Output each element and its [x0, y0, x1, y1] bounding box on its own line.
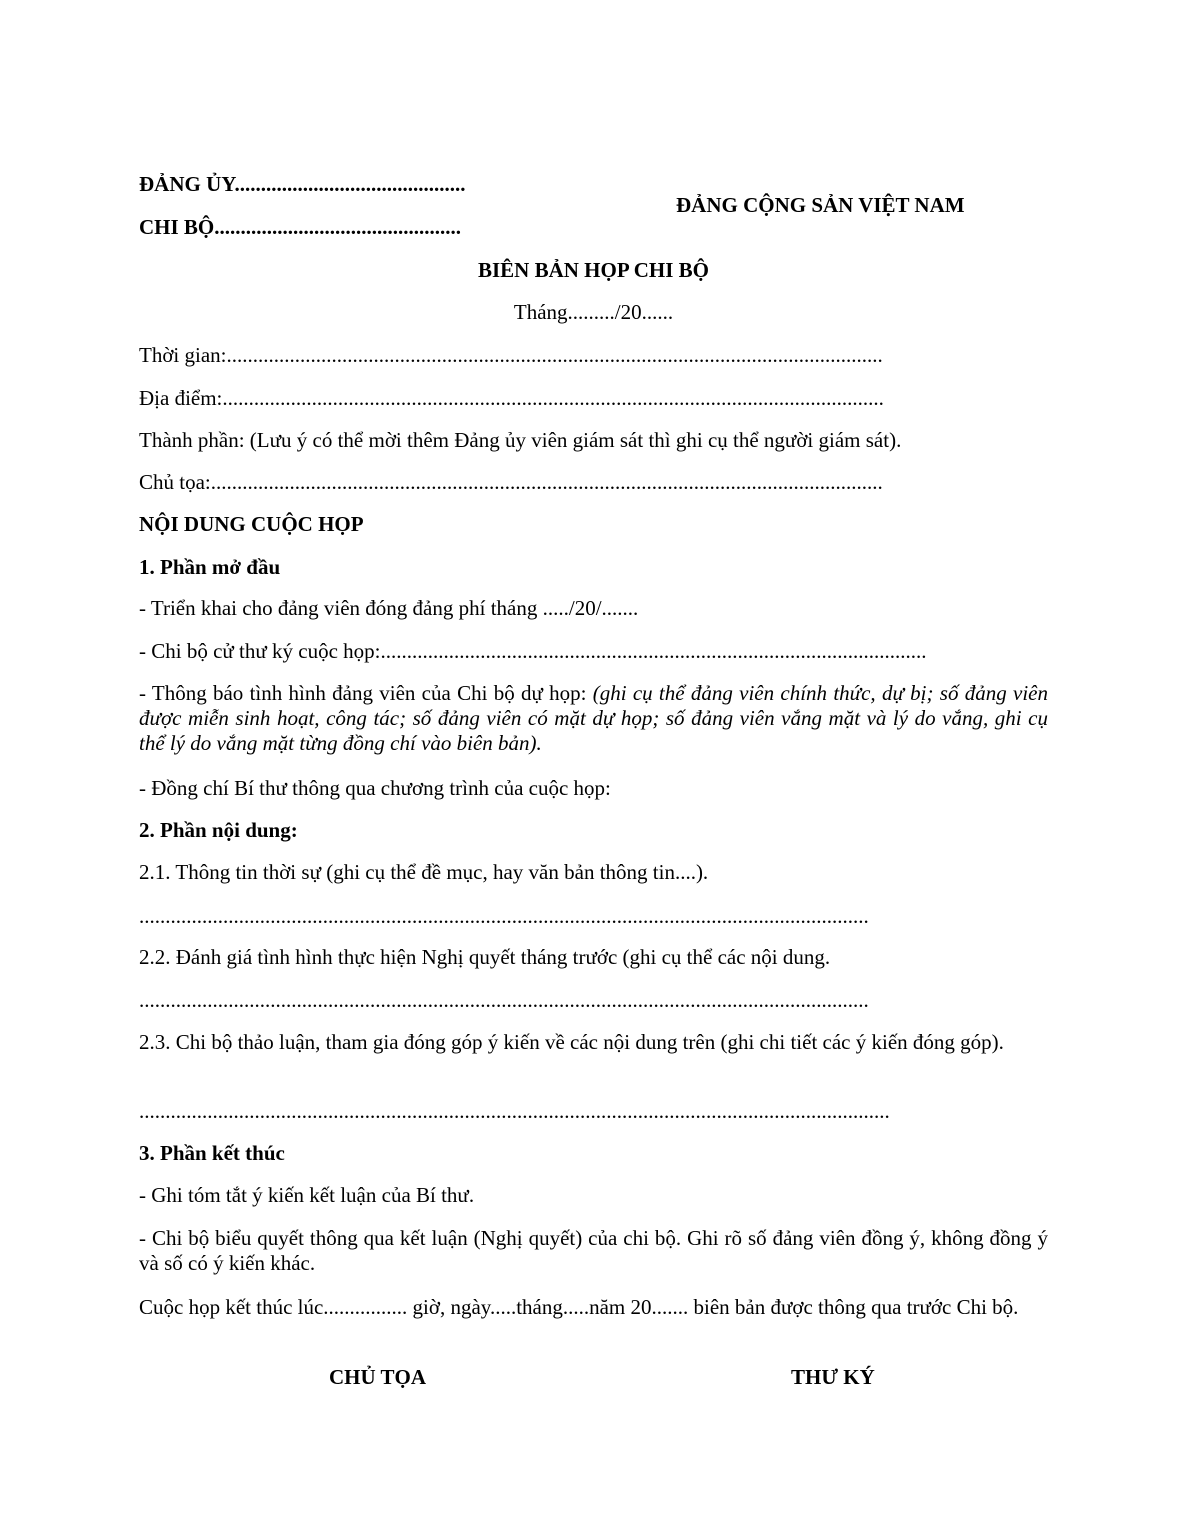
party-committee-label: ĐẢNG ỦY............................................ [139, 172, 466, 196]
section1-item2: - Chi bộ cử thư ký cuộc họp:........................................................................................................ [139, 639, 927, 663]
closing-statement: Cuộc họp kết thúc lúc................ giờ, ngày.....tháng.....năm 20....... biên bản được thông qua trước Chi bộ. [139, 1295, 1019, 1319]
content-heading: NỘI DUNG CUỘC HỌP [139, 512, 364, 536]
section1-item3 [139, 681, 1048, 756]
party-cell-label: CHI BỘ............................................... [139, 215, 462, 239]
document-month: Tháng........./20...... [513, 300, 674, 324]
section2-item3: 2.3. Chi bộ thảo luận, tham gia đóng góp ý kiến về các nội dung trên (ghi chi tiết các ý kiến đóng góp). [139, 1030, 1004, 1054]
signature-chair-title: CHỦ TỌA [329, 1365, 427, 1389]
section1-item4: - Đồng chí Bí thư thông qua chương trình của cuộc họp: [139, 776, 611, 800]
section1-item3-prefix: - Thông báo tình hình đảng viên của Chi bộ dự họp: [139, 681, 593, 705]
section2-item2: 2.2. Đánh giá tình hình thực hiện Nghị quyết tháng trước (ghi cụ thể các nội dung. [139, 945, 831, 969]
place-field: Địa điểm:.............................................................................................................................. [139, 386, 884, 410]
section3-item2: - Chi bộ biểu quyết thông qua kết luận (Nghị quyết) của chi bộ. Ghi rõ số đảng viên đồng ý, không đồng ý và số có ý kiến khác. [139, 1226, 1048, 1275]
section1-title: 1. Phần mở đầu [139, 555, 281, 579]
section1-item1: - Triển khai cho đảng viên đóng đảng phí tháng ...../20/....... [139, 596, 639, 620]
section3-title: 3. Phần kết thúc [139, 1141, 285, 1165]
section2-item1-dots: ........................................................................................................................................... [139, 904, 869, 928]
section3-item1: - Ghi tóm tắt ý kiến kết luận của Bí thư. [139, 1183, 475, 1207]
time-field: Thời gian:............................................................................................................................. [139, 343, 883, 367]
section1-item3-note: (ghi cụ thể đảng viên chính thức, dự bị; số đảng viên được miễn sinh hoạt, công tác; số đảng viên có mặt dự họp; số đảng viên vắng mặt và lý do vắng, ghi cụ thể lý do vắng mặt từng đồng chí vào biên bản). [139, 681, 1048, 755]
section2-item2-dots: ........................................................................................................................................... [139, 988, 869, 1012]
section2-item3-dots: ............................................................................................................................................... [139, 1099, 890, 1123]
document-title: BIÊN BẢN HỌP CHI BỘ [477, 258, 710, 282]
chair-field: Chủ tọa:................................................................................................................................ [139, 470, 883, 494]
participants-field: Thành phần: (Lưu ý có thể mời thêm Đảng ủy viên giám sát thì ghi cụ thể người giám sát). [139, 428, 902, 452]
party-name: ĐẢNG CỘNG SẢN VIỆT NAM [676, 193, 965, 217]
signature-secretary-title: THƯ KÝ [791, 1365, 875, 1389]
section2-title: 2. Phần nội dung: [139, 818, 298, 842]
section2-item1: 2.1. Thông tin thời sự (ghi cụ thể đề mục, hay văn bản thông tin....). [139, 860, 709, 884]
